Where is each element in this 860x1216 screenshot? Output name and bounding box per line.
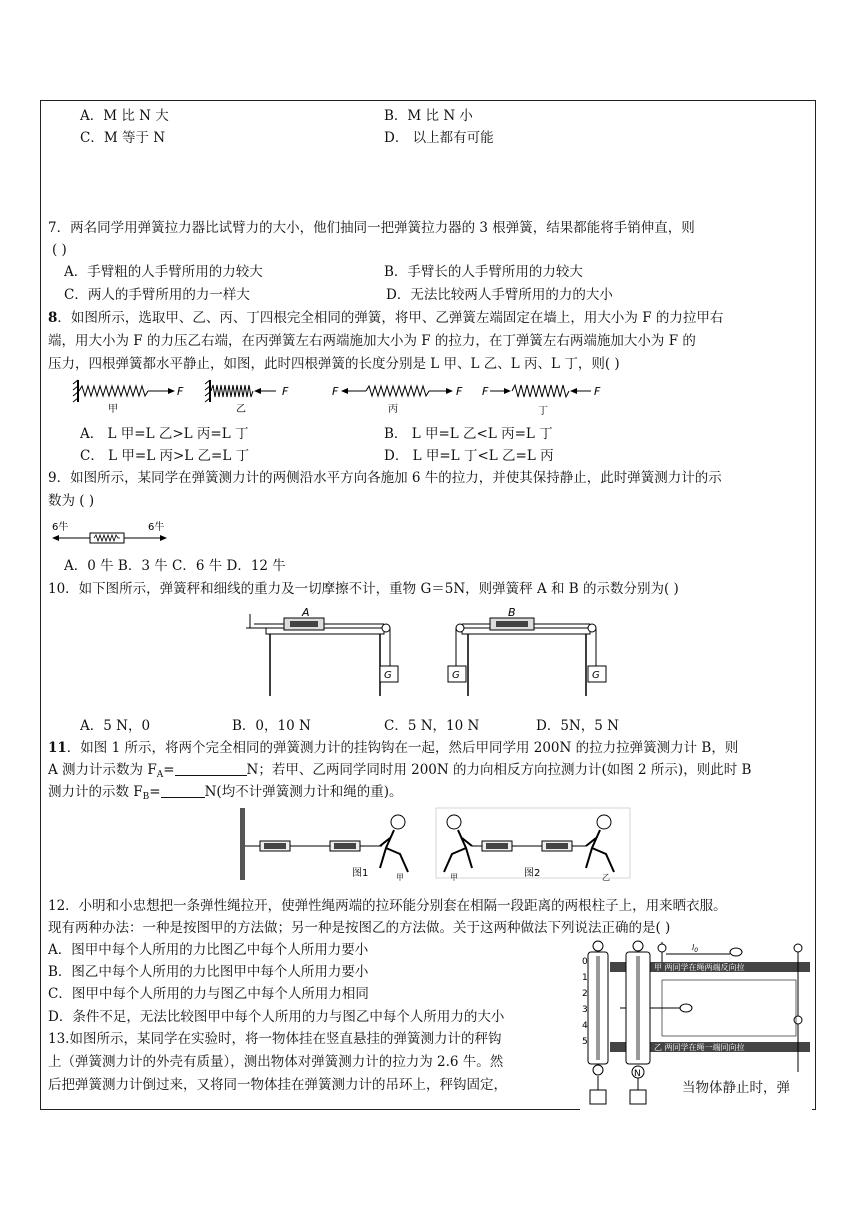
q11-text1: ．如图 1 所示，将两个完全相同的弹簧测力计的挂钩钩在一起，然后甲同学用 200N 的拉力拉弹簧测力计 B，则 <box>66 740 739 756</box>
q8-fig-f6: F <box>594 385 601 398</box>
q11-number: 11 <box>48 740 67 756</box>
q8-fig-f1: F <box>177 385 184 398</box>
q12-fig-scale-3: 3 <box>582 1005 588 1015</box>
q11-fig1-jia: 甲 <box>396 873 404 882</box>
q10-fig-label-b: B <box>508 606 516 619</box>
q8-fig-f4: F <box>456 385 463 398</box>
q10-option-b[interactable]: B．0，10 N <box>232 718 311 734</box>
q13-line1: 13.如图所示，某同学在实验时，将一物体挂在竖直悬挂的弹簧测力计的秤钩 <box>48 1031 502 1047</box>
q7-option-c[interactable]: C．两人的手臂所用的力一样大 <box>64 287 250 303</box>
q9-line1: 9．如图所示，某同学在弹簧测力计的两侧沿水平方向各施加 6 牛的拉力，并使其保持静止，此时弹簧测力计的示 <box>48 470 722 486</box>
q12-fig-scale-1: 1 <box>582 973 588 983</box>
q11-text3d: N(均不计弹簧测力计和绳的重)。 <box>204 784 403 800</box>
q9-fig-right-force: 6牛 <box>148 522 165 533</box>
q11-fig1-label: 图1 <box>352 868 369 879</box>
q12-option-c[interactable]: C．图甲中每个人所用的力与图乙中每个人所用力相同 <box>48 986 369 1002</box>
q8-text1: ．如图所示，选取甲、乙、丙、丁四根完全相同的弹簧，将甲、乙弹簧左端固定在墙上，用大小为 F 的力拉甲右 <box>57 310 724 326</box>
q9-fig-left-force: 6牛 <box>52 522 69 533</box>
q8-fig-f2: F <box>282 385 289 398</box>
q8-fig-bing: 丙 <box>388 404 398 415</box>
q12-fig-scale-4: 4 <box>582 1021 588 1031</box>
q11-sub-a: A <box>156 770 164 780</box>
q10-figure <box>246 606 616 702</box>
q8-option-a[interactable]: A． L 甲=L 乙>L 丙=L 丁 <box>80 426 249 442</box>
q8-line1 <box>48 308 723 328</box>
q11-fig2-label: 图2 <box>524 868 541 879</box>
q8-fig-yi: 乙 <box>236 404 246 415</box>
q11-fig2-yi: 乙 <box>602 873 610 882</box>
q12-fig-scale-5: 5 <box>582 1037 588 1047</box>
q12-fig-l-subscript: 0 <box>694 947 699 954</box>
q7-option-a[interactable]: A．手臂粗的人手臂所用的力较大 <box>64 264 263 280</box>
q10-fig-g2: G <box>452 670 460 681</box>
q12-fig-jia-caption: 甲 两同学在绳两端反向拉 <box>654 963 745 972</box>
q11-blank-fb[interactable] <box>161 783 205 798</box>
q12-option-a[interactable]: A．图甲中每个人所用的力比图乙中每个人所用力要小 <box>48 942 369 958</box>
q13-tail: 当物体静止时，弹 <box>682 1080 790 1096</box>
q8-spring-figure <box>76 378 616 418</box>
q8-option-d[interactable]: D． L 甲=L 丁<L 乙=L 丙 <box>384 448 554 464</box>
q12-fig-scale-0: 0 <box>582 957 588 967</box>
q8-option-c[interactable]: C． L 甲=L 丙>L 乙=L 丁 <box>80 448 250 464</box>
q8-fig-ding: 丁 <box>538 406 548 417</box>
q6-option-c[interactable]: C．M 等于 N <box>80 130 166 146</box>
q11-text2a: A 测力计示数为 F <box>48 762 157 778</box>
q13-line3: 后把弹簧测力计倒过来，又将同一物体挂在弹簧测力计的吊环上，秤钩固定， <box>48 1077 507 1093</box>
q10-stem: 10．如下图所示，弹簧秤和细线的重力及一切摩擦不计，重物 G＝5N，则弹簧秤 A 和 B 的示数分别为( ) <box>48 581 679 597</box>
q7-bracket: ( ) <box>52 242 67 258</box>
q12-line2: 现有两种办法：一种是按图甲的方法做；另一种是按图乙的方法做。关于这两种做法下列说法正确的是( ) <box>48 920 671 936</box>
q11-text2c: = <box>163 762 175 778</box>
q12-option-d[interactable]: D．条件不足，无法比较图甲中每个人所用的力与图乙中每个人所用力的大小 <box>48 1009 505 1025</box>
q8-fig-f3: F <box>332 385 339 398</box>
q9-spring-scale-figure <box>48 520 178 550</box>
q10-option-c[interactable]: C．5 N，10 N <box>384 718 480 734</box>
q12-fig-n-label: N <box>634 1069 641 1079</box>
q8-line2: 端，用大小为 F 的力压乙右端，在丙弹簧左右两端施加大小为 F 的拉力，在丁弹簧左右两端施加大小为 F 的 <box>48 333 696 349</box>
q10-fig-g3: G <box>592 670 600 681</box>
q11-sub-b: B <box>142 792 150 802</box>
q6-option-d[interactable]: D． 以上都有可能 <box>384 130 494 146</box>
q8-fig-f5: F <box>482 385 489 398</box>
q12-option-b[interactable]: B．图乙中每个人所用的力比图甲中每个人所用力要小 <box>48 964 369 980</box>
q8-option-b[interactable]: B． L 甲=L 乙<L 丙=L 丁 <box>384 426 553 442</box>
q8-fig-jia: 甲 <box>108 404 118 415</box>
q10-option-d[interactable]: D．5N，5 N <box>536 718 619 734</box>
q12-fig-yi-caption: 乙 两同学在绳一端同向拉 <box>654 1043 745 1052</box>
q10-fig-g1: G <box>384 670 392 681</box>
q11-fig2-jia: 甲 <box>450 873 458 882</box>
q10-option-a[interactable]: A．5 N，0 <box>80 718 151 734</box>
q12-fig-l-symbol: l <box>692 943 695 952</box>
q7-option-d[interactable]: D．无法比较两人手臂所用的力的大小 <box>386 287 613 303</box>
q12-fig-scale-2: 2 <box>582 989 588 999</box>
q10-fig-label-a: A <box>302 606 310 619</box>
q6-option-a[interactable]: A．M 比 N 大 <box>80 108 169 124</box>
q11-text2d: N；若甲、乙两同学同时用 200N 的力向相反方向拉测力计(如图 2 所示)，则此时 B <box>246 762 752 778</box>
q12-line1: 12．小明和小忠想把一条弹性绳拉开，使弹性绳两端的拉环能分别套在相隔一段距离的两根柱子上，用来晒衣服。 <box>48 898 727 914</box>
q7-option-b[interactable]: B．手臂长的人手臂所用的力较大 <box>384 264 583 280</box>
q9-line2: 数为 ( ) <box>48 493 95 509</box>
q11-text3a: 测力计的示数 F <box>48 784 143 800</box>
q11-figure <box>240 808 630 884</box>
q8-line3: 压力，四根弹簧都水平静止，如图，此时四根弹簧的长度分别是 L 甲、L 乙、L 丙、L 丁，则( ) <box>48 356 620 372</box>
q11-line1 <box>48 738 738 758</box>
q11-blank-fa[interactable] <box>175 761 247 776</box>
q11-text3c: = <box>149 784 161 800</box>
q13-line2: 上（弹簧测力计的外壳有质量），测出物体对弹簧测力计的拉力为 2.6 牛。然 <box>48 1054 504 1070</box>
q11-line3 <box>48 782 402 807</box>
q8-number: 8 <box>48 310 58 326</box>
q6-option-b[interactable]: B．M 比 N 小 <box>384 108 473 124</box>
q7-stem: 7．两名同学用弹簧拉力器比试臂力的大小，他们抽同一把弹簧拉力器的 3 根弹簧，结果都能将手销伸直，则 <box>48 220 695 236</box>
q9-options[interactable]: A．0 牛 B．3 牛 C．6 牛 D．12 牛 <box>64 558 286 574</box>
